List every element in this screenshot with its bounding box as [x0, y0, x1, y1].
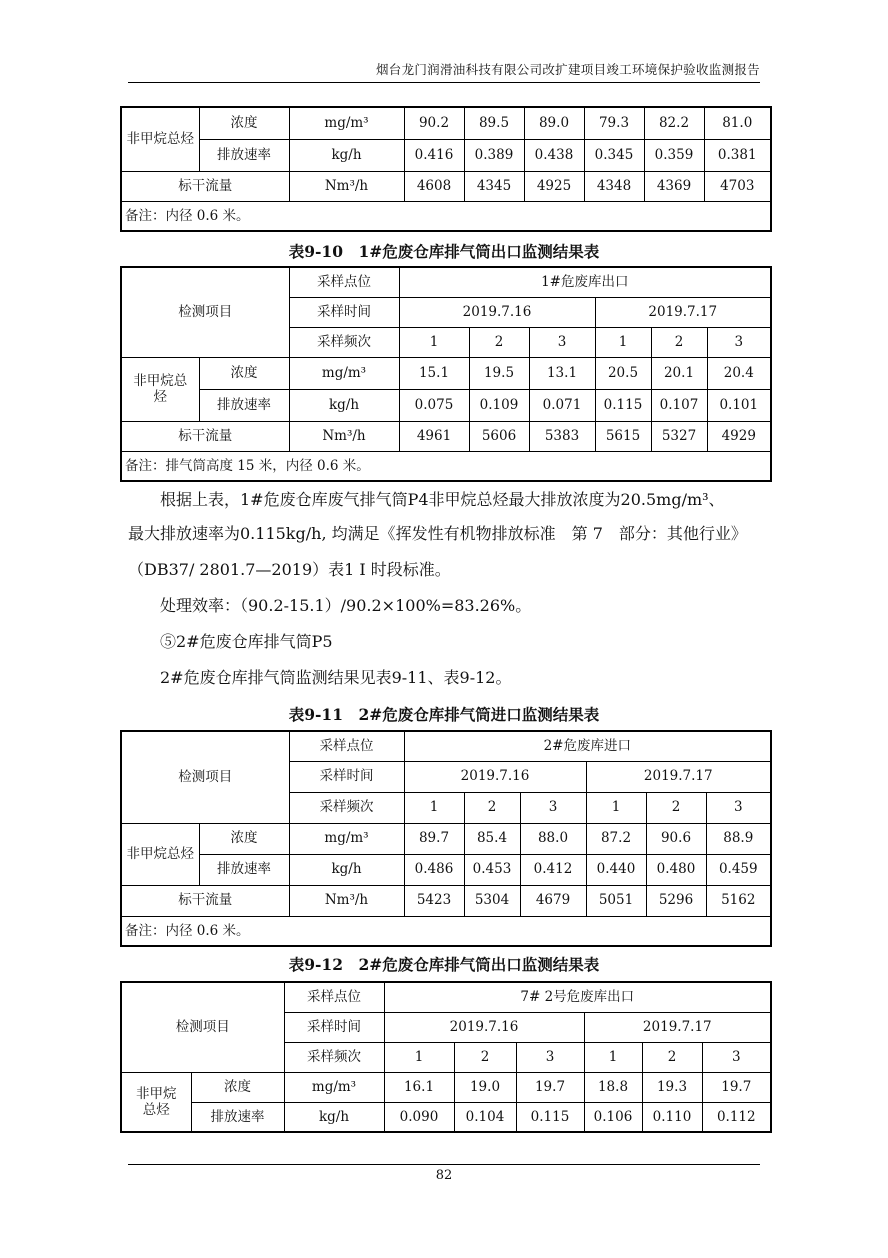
cell: 4929 — [707, 421, 771, 451]
page-header: 烟台龙门润滑油科技有限公司改扩建项目竣工环境保护验收监测报告 — [375, 62, 760, 77]
cell: 1 — [586, 792, 646, 823]
cell: 检测项目 — [121, 267, 289, 357]
cell: 2019.7.16 — [399, 297, 595, 327]
cell: 浓度 — [199, 107, 289, 139]
row-label: 非甲烷总烃 — [121, 357, 199, 421]
cell: 2 — [469, 327, 529, 357]
cell: 2 — [464, 792, 520, 823]
cell: 0.438 — [524, 139, 584, 171]
cell: 2 — [642, 1042, 702, 1072]
cell: 0.075 — [399, 389, 469, 421]
cell: 2019.7.17 — [584, 1012, 771, 1042]
cell: 检测项目 — [121, 982, 284, 1072]
cell: 5304 — [464, 885, 520, 916]
paragraph-line: 2#危废仓库排气筒监测结果见表9-11、表9-12。 — [160, 668, 512, 687]
cell: 0.359 — [644, 139, 704, 171]
cell: 3 — [706, 792, 771, 823]
cell: 2 — [454, 1042, 516, 1072]
cell: 5423 — [404, 885, 464, 916]
paragraph-line: （DB37/ 2801.7—2019）表1 Ⅰ 时段标准。 — [128, 560, 451, 579]
table-note: 备注：排气筒高度 15 米，内径 0.6 米。 — [121, 451, 771, 481]
cell: 5162 — [706, 885, 771, 916]
table-row — [121, 1102, 771, 1132]
cell: 排放速率 — [199, 139, 289, 171]
cell: 90.2 — [404, 107, 464, 139]
cell: 0.480 — [646, 854, 706, 885]
cell: 0.486 — [404, 854, 464, 885]
cell: 0.109 — [469, 389, 529, 421]
cell: 85.4 — [464, 823, 520, 854]
cell: 排放速率 — [191, 1102, 284, 1132]
cell: 2019.7.17 — [595, 297, 771, 327]
cell: 1 — [384, 1042, 454, 1072]
table-row — [121, 107, 771, 139]
cell: 89.5 — [464, 107, 524, 139]
table-row — [121, 885, 771, 916]
cell: mg/m³ — [289, 823, 404, 854]
cell: 标干流量 — [121, 885, 289, 916]
cell: 19.3 — [642, 1072, 702, 1102]
cell: 0.071 — [529, 389, 595, 421]
cell: 0.090 — [384, 1102, 454, 1132]
cell: 4348 — [584, 171, 644, 201]
cell: kg/h — [284, 1102, 384, 1132]
cell: kg/h — [289, 389, 399, 421]
cell: 采样频次 — [284, 1042, 384, 1072]
cell: 2 — [651, 327, 707, 357]
cell: 检测项目 — [121, 731, 289, 823]
cell: 20.5 — [595, 357, 651, 389]
cell: 19.5 — [469, 357, 529, 389]
table-row — [121, 201, 771, 231]
cell: 0.110 — [642, 1102, 702, 1132]
table-9-11 — [120, 730, 772, 947]
table-row — [121, 731, 771, 761]
cell: 15.1 — [399, 357, 469, 389]
cell: 采样点位 — [289, 731, 404, 761]
cell: 浓度 — [199, 357, 289, 389]
cell: 0.101 — [707, 389, 771, 421]
cell: 2 — [646, 792, 706, 823]
paragraph-line: 最大排放速率为0.115kg/h, 均满足《挥发性有机物排放标准 第 7 部分：其他行业》 — [128, 524, 747, 543]
cell: 0.381 — [704, 139, 771, 171]
cell: 4608 — [404, 171, 464, 201]
cell: Nm³/h — [289, 171, 404, 201]
table-row — [121, 451, 771, 481]
cell: 4925 — [524, 171, 584, 201]
cell: 18.8 — [584, 1072, 642, 1102]
cell: 87.2 — [586, 823, 646, 854]
cell: 3 — [702, 1042, 771, 1072]
cell: 19.7 — [516, 1072, 584, 1102]
cell: 采样频次 — [289, 327, 399, 357]
table-row — [121, 389, 771, 421]
table-row — [121, 916, 771, 946]
cell: 1#危废库出口 — [399, 267, 771, 297]
cell: 4961 — [399, 421, 469, 451]
table-row — [121, 823, 771, 854]
cell: 0.107 — [651, 389, 707, 421]
cell: 标干流量 — [121, 421, 289, 451]
cell: 排放速率 — [199, 854, 289, 885]
cell: 19.0 — [454, 1072, 516, 1102]
cell: 0.459 — [706, 854, 771, 885]
cell: 90.6 — [646, 823, 706, 854]
cell: 88.0 — [520, 823, 586, 854]
table-continued — [120, 106, 772, 232]
cell: 5296 — [646, 885, 706, 916]
cell: 5606 — [469, 421, 529, 451]
cell: 浓度 — [199, 823, 289, 854]
table-row — [121, 357, 771, 389]
table-9-10 — [120, 266, 772, 482]
cell: 采样频次 — [289, 792, 404, 823]
cell: 4703 — [704, 171, 771, 201]
cell: 2019.7.17 — [586, 761, 771, 792]
table-row — [121, 171, 771, 201]
cell: mg/m³ — [284, 1072, 384, 1102]
cell: 19.7 — [702, 1072, 771, 1102]
cell: 4679 — [520, 885, 586, 916]
cell: 4369 — [644, 171, 704, 201]
cell: 1 — [399, 327, 469, 357]
cell: mg/m³ — [289, 107, 404, 139]
cell: 排放速率 — [199, 389, 289, 421]
row-label: 非甲烷总烃 — [121, 823, 199, 885]
table-row — [121, 854, 771, 885]
table-caption: 表9-12 2#危废仓库排气筒出口监测结果表 — [288, 955, 600, 974]
cell: 13.1 — [529, 357, 595, 389]
cell: 标干流量 — [121, 171, 289, 201]
table-caption: 表9-10 1#危废仓库排气筒出口监测结果表 — [288, 242, 600, 261]
cell: 0.112 — [702, 1102, 771, 1132]
table-note: 备注：内径 0.6 米。 — [121, 916, 771, 946]
cell: 3 — [520, 792, 586, 823]
cell: 0.104 — [454, 1102, 516, 1132]
cell: 0.115 — [595, 389, 651, 421]
cell: 0.115 — [516, 1102, 584, 1132]
paragraph-line: ⑤2#危废仓库排气筒P5 — [160, 632, 333, 651]
cell: 3 — [516, 1042, 584, 1072]
header-rule — [128, 82, 760, 83]
cell: 0.412 — [520, 854, 586, 885]
cell: 2#危废库进口 — [404, 731, 771, 761]
cell: 采样时间 — [289, 297, 399, 327]
cell: 1 — [404, 792, 464, 823]
table-row — [121, 139, 771, 171]
cell: 浓度 — [191, 1072, 284, 1102]
cell: 5051 — [586, 885, 646, 916]
cell: 5383 — [529, 421, 595, 451]
page-number: 82 — [435, 1168, 453, 1183]
table-caption: 表9-11 2#危废仓库排气筒进口监测结果表 — [288, 705, 600, 724]
cell: mg/m³ — [289, 357, 399, 389]
cell: 7# 2号危废库出口 — [384, 982, 771, 1012]
cell: 采样时间 — [284, 1012, 384, 1042]
cell: 0.106 — [584, 1102, 642, 1132]
table-note: 备注：内径 0.6 米。 — [121, 201, 771, 231]
cell: Nm³/h — [289, 421, 399, 451]
table-9-12 — [120, 981, 772, 1133]
cell: 88.9 — [706, 823, 771, 854]
cell: 20.1 — [651, 357, 707, 389]
cell: 3 — [707, 327, 771, 357]
cell: 4345 — [464, 171, 524, 201]
cell: 20.4 — [707, 357, 771, 389]
cell: kg/h — [289, 139, 404, 171]
cell: 采样点位 — [289, 267, 399, 297]
cell: 0.453 — [464, 854, 520, 885]
row-label: 非甲烷总烃 — [121, 107, 199, 171]
paragraph-line: 处理效率：（90.2-15.1）/90.2×100%=83.26%。 — [160, 596, 532, 615]
table-row — [121, 982, 771, 1012]
cell: 0.345 — [584, 139, 644, 171]
cell: 16.1 — [384, 1072, 454, 1102]
cell: 1 — [584, 1042, 642, 1072]
cell: Nm³/h — [289, 885, 404, 916]
cell: 1 — [595, 327, 651, 357]
cell: 89.0 — [524, 107, 584, 139]
cell: 3 — [529, 327, 595, 357]
cell: 2019.7.16 — [384, 1012, 584, 1042]
table-row — [121, 421, 771, 451]
cell: 0.416 — [404, 139, 464, 171]
paragraph-line: 根据上表，1#危废仓库废气排气筒P4非甲烷总烃最大排放浓度为20.5mg/m³、 — [160, 490, 725, 509]
cell: 0.440 — [586, 854, 646, 885]
row-label: 非甲烷总烃 — [121, 1072, 191, 1132]
cell: 采样点位 — [284, 982, 384, 1012]
table-row — [121, 267, 771, 297]
cell: 5615 — [595, 421, 651, 451]
cell: 采样时间 — [289, 761, 404, 792]
cell: 82.2 — [644, 107, 704, 139]
cell: kg/h — [289, 854, 404, 885]
cell: 0.389 — [464, 139, 524, 171]
cell: 5327 — [651, 421, 707, 451]
table-row — [121, 1072, 771, 1102]
cell: 81.0 — [704, 107, 771, 139]
cell: 2019.7.16 — [404, 761, 586, 792]
cell: 79.3 — [584, 107, 644, 139]
footer-rule — [128, 1164, 760, 1165]
cell: 89.7 — [404, 823, 464, 854]
